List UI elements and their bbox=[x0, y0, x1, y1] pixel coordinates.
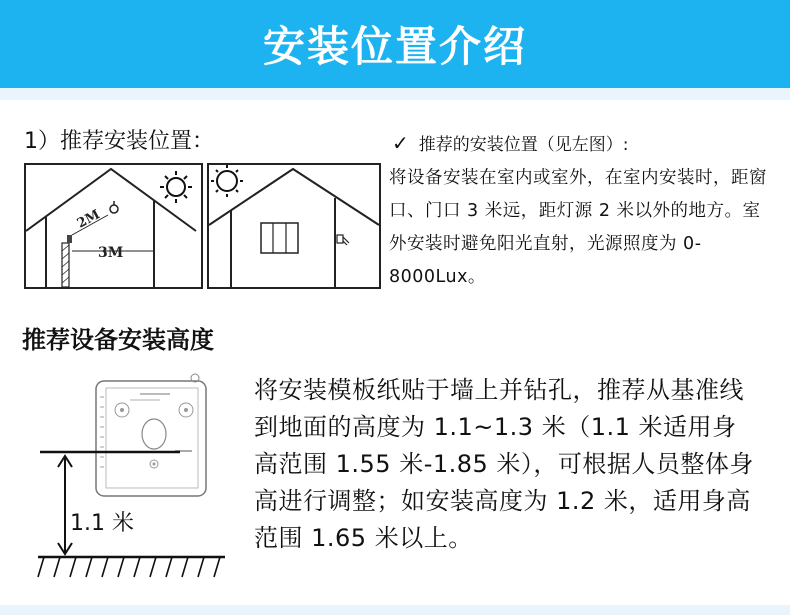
page-title: 安装位置介绍 bbox=[262, 22, 527, 71]
sun-icon bbox=[211, 165, 243, 197]
mounting-height-diagram bbox=[30, 372, 230, 587]
window-shape bbox=[261, 223, 298, 253]
section2-title: 推荐设备安装高度 bbox=[22, 326, 214, 354]
height-label: 1.1 米 bbox=[70, 511, 134, 536]
house-window-figure bbox=[207, 163, 381, 289]
height-arrow bbox=[58, 456, 72, 554]
section1-title: 1）推荐安装位置： bbox=[24, 129, 214, 154]
label-2m: 2M bbox=[74, 207, 103, 232]
header-banner bbox=[0, 0, 790, 88]
section2-description: 将安装模板纸贴于墙上并钻孔，推荐从基准线到地面的高度为 1.1~1.3 米（1.1 米适用身高范围 1.55 米-1.85 米），可根据人员整体身高进行调整；如安装高度为 1.2 米，适用身高范围 1.65 米以上。 bbox=[254, 376, 754, 552]
device-icon bbox=[337, 235, 349, 245]
house-window-diagram bbox=[209, 165, 379, 287]
checkmark-icon: ✓ bbox=[392, 130, 409, 155]
ground-line bbox=[38, 557, 225, 577]
sun-icon bbox=[160, 171, 192, 203]
recommend-heading-text: 推荐的安装位置（见左图）: bbox=[418, 135, 629, 155]
house-distance-figure bbox=[24, 163, 203, 289]
mounting-template bbox=[96, 374, 206, 496]
section1-description: 将设备安装在室内或室外，在室内安装时，距窗口、门口 3 米远，距灯源 2 米以外的地方。室外安装时避免阳光直射，光源照度为 0-8000Lux。 bbox=[389, 168, 767, 287]
house-distance-diagram bbox=[26, 165, 201, 287]
label-3m: 3M bbox=[98, 245, 124, 261]
recommend-heading bbox=[392, 130, 629, 155]
